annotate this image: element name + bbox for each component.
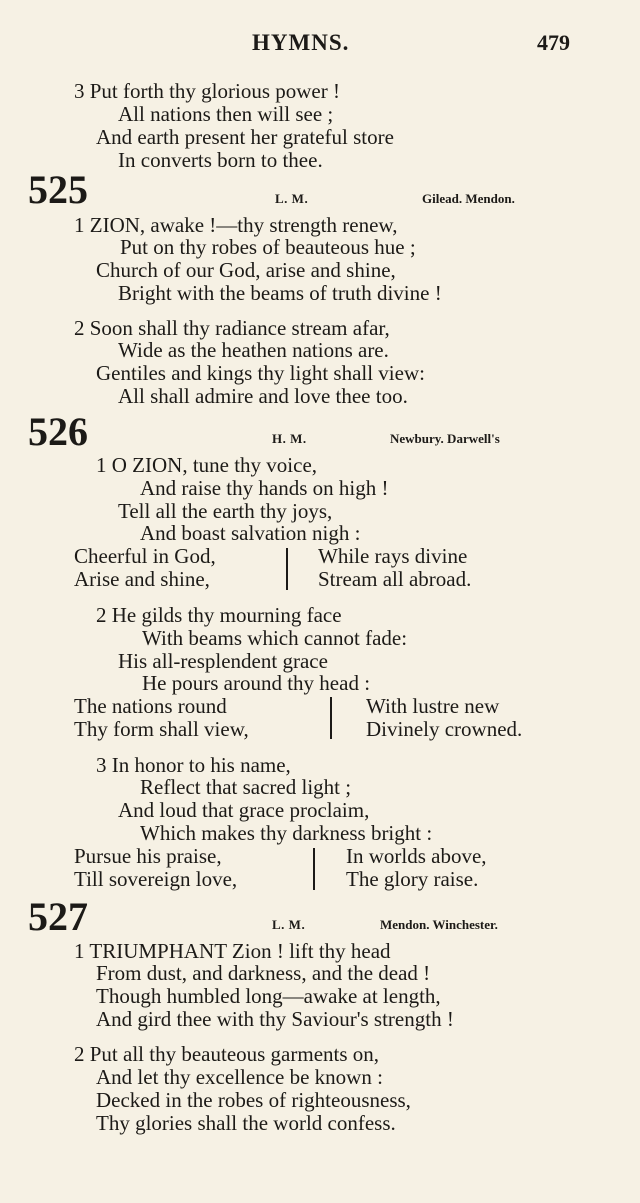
- stanza-line: Put on thy robes of beauteous hue ;: [120, 235, 416, 259]
- stanza-line: Wide as the heathen nations are.: [118, 338, 389, 362]
- tune-names: Gilead. Mendon.: [422, 191, 515, 206]
- stanza-line: [74, 317, 390, 340]
- stanza-line: Tell all the earth thy joys,: [118, 499, 333, 523]
- stanza-line: And let thy excellence be known :: [96, 1065, 383, 1089]
- meter-label: H. M.: [272, 431, 307, 446]
- stanza-line: All nations then will see ;: [118, 102, 334, 126]
- stanza-line: Gentiles and kings thy light shall view:: [96, 361, 425, 385]
- tune-names: Newbury. Darwell's: [390, 431, 500, 446]
- chorus-left-line: Till sovereign love,: [74, 867, 238, 891]
- stanza-line: And boast salvation nigh :: [140, 521, 361, 545]
- stanza-line: He pours around thy head :: [142, 671, 371, 695]
- stanza-line: Reflect that sacred light ;: [140, 775, 352, 799]
- page-number: 479: [537, 30, 570, 55]
- stanza-line: Thy glories shall the world confess.: [96, 1111, 396, 1135]
- chorus-right-line: Divinely crowned.: [366, 717, 523, 741]
- chorus-left-line: Pursue his praise,: [74, 844, 222, 868]
- hymn-number: 527: [28, 894, 88, 939]
- stanza-line: All shall admire and love thee too.: [118, 384, 408, 408]
- verse-text: He gilds thy mourning face: [111, 603, 342, 627]
- stanza-line: [74, 1043, 379, 1066]
- chorus-left-line: The nations round: [74, 694, 227, 718]
- stanza-line: And gird thee with thy Saviour's strength !: [96, 1007, 454, 1031]
- chorus-right-line: With lustre new: [366, 694, 500, 718]
- hymn-number: 526: [28, 409, 88, 454]
- stanza-line: In converts born to thee.: [118, 148, 323, 172]
- stanza-line: And earth present her grateful store: [96, 125, 394, 149]
- stanza-line: [74, 80, 340, 103]
- hymn-number: 525: [28, 167, 88, 212]
- stanza-line: From dust, and darkness, and the dead !: [96, 961, 431, 985]
- meter-label: L. M.: [275, 191, 309, 206]
- meter-label: L. M.: [272, 917, 306, 932]
- verse-text: In honor to his name,: [111, 753, 291, 777]
- stanza-line: And raise thy hands on high !: [140, 476, 389, 500]
- stanza-line: With beams which cannot fade:: [142, 626, 408, 650]
- chorus-left-line: Cheerful in God,: [74, 544, 216, 568]
- stanza-line: [96, 754, 291, 777]
- stanza-number: 1: [74, 213, 85, 237]
- verse-text: TRIUMPHANT Zion ! lift thy head: [89, 939, 391, 963]
- tune-names: Mendon. Winchester.: [380, 917, 498, 932]
- stanza-line: [96, 454, 317, 477]
- stanza-number: 3: [74, 79, 85, 103]
- chorus-right-line: In worlds above,: [346, 844, 487, 868]
- stanza-number: 3: [96, 753, 107, 777]
- chorus-right-line: The glory raise.: [346, 867, 479, 891]
- stanza-line: And loud that grace proclaim,: [118, 798, 370, 822]
- stanza-number: 2: [74, 1042, 85, 1066]
- stanza-line: His all-resplendent grace: [118, 649, 328, 673]
- verse-text: Put forth thy glorious power !: [89, 79, 340, 103]
- stanza-line: [96, 604, 342, 627]
- chorus-left-line: Arise and shine,: [74, 567, 210, 591]
- verse-text: ZION, awake !—thy strength renew,: [89, 213, 398, 237]
- stanza-number: 1: [96, 453, 107, 477]
- chorus-right-line: While rays divine: [318, 544, 468, 568]
- running-title: HYMNS.: [252, 30, 350, 55]
- stanza-line: Which makes thy darkness bright :: [140, 821, 433, 845]
- chorus-divider: [286, 548, 288, 590]
- stanza-line: Though humbled long—awake at length,: [96, 984, 441, 1008]
- chorus-left-line: Thy form shall view,: [74, 717, 249, 741]
- page-header: [0, 30, 640, 60]
- stanza-line: Bright with the beams of truth divine !: [118, 281, 442, 305]
- stanza-line: Decked in the robes of righteousness,: [96, 1088, 411, 1112]
- stanza-line: [74, 940, 391, 963]
- stanza-line: Church of our God, arise and shine,: [96, 258, 396, 282]
- verse-text: O ZION, tune thy voice,: [111, 453, 318, 477]
- chorus-divider: [330, 697, 332, 739]
- stanza-number: 2: [74, 316, 85, 340]
- chorus-right-line: Stream all abroad.: [318, 567, 472, 591]
- verse-text: Soon shall thy radiance stream afar,: [89, 316, 390, 340]
- stanza-number: 2: [96, 603, 107, 627]
- stanza-number: 1: [74, 939, 85, 963]
- stanza-line: [74, 214, 397, 237]
- verse-text: Put all thy beauteous garments on,: [89, 1042, 380, 1066]
- chorus-divider: [313, 848, 315, 890]
